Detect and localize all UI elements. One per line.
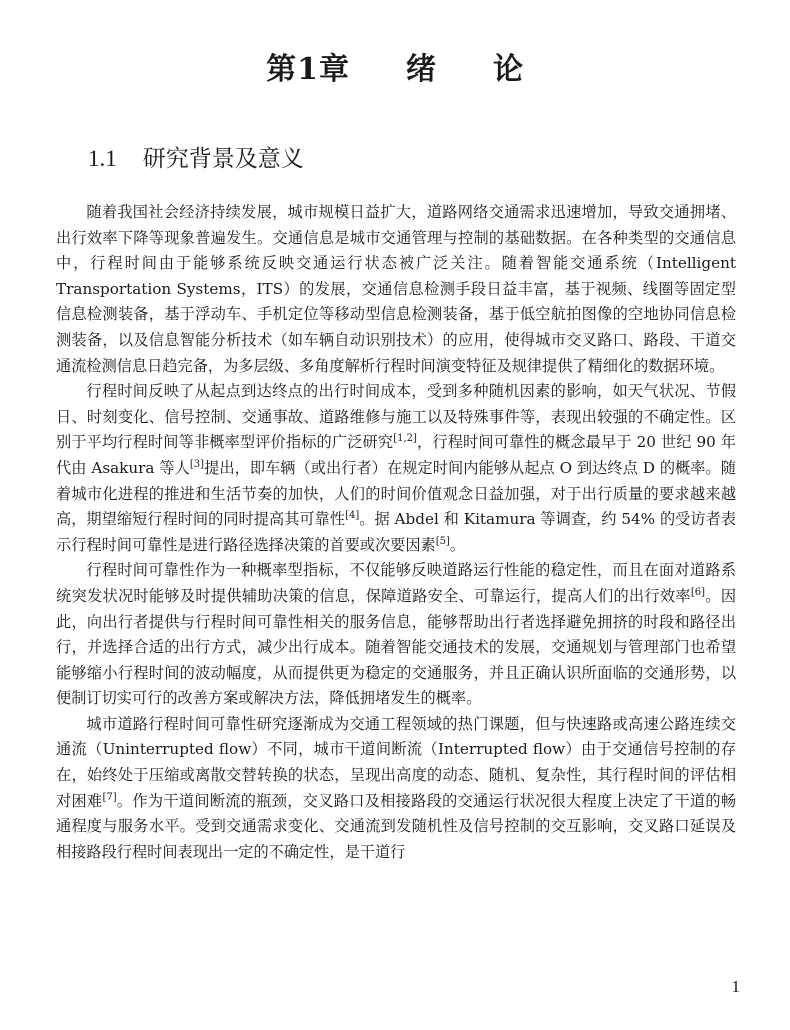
section-title: 研究背景及意义 xyxy=(142,146,304,172)
paragraph-2 xyxy=(56,379,736,558)
paragraph-text: 城市道路行程时间可靠性研究逐渐成为交通工程领域的热门课题，但与快速路或高速公路连续交通流（Uninterrupted flow）不同，城市干道间断流（Interrupted flow）由于交通信号控制的存在，始终处于压缩或离散交替转换的状态，呈现出高度的动态、随机、复杂性，其行程时间的评估相对困难 xyxy=(56,714,736,810)
citation-1-2: [1,2] xyxy=(393,433,417,445)
chapter-suffix: 章 xyxy=(318,52,350,87)
citation-6: [6] xyxy=(690,586,706,598)
citation-5: [5] xyxy=(435,535,450,547)
section-heading xyxy=(88,143,304,175)
section-number: 1.1 xyxy=(88,146,117,171)
paragraph-text: 。 xyxy=(449,535,466,554)
paragraph-text: 。作为干道间断流的瓶颈，交叉路口及相接路段的交通运行状况很大程度上决定了干道的畅通程度与服务水平。受到交通需求变化、交通流到发随机性及信号控制的交互影响，交叉路口延误及相接路段行程时间表现出一定的不确定性，是干道行 xyxy=(56,791,736,861)
paragraph-text: 。据 Abdel 和 Kitamura 等调查，约 54% 的受访者表示行程时间可靠性是进行路径选择决策的首要或次要因素 xyxy=(56,510,737,554)
paragraph-3 xyxy=(56,558,736,712)
chapter-prefix: 第 xyxy=(266,52,298,87)
citation-3: [3] xyxy=(189,458,205,470)
paragraph-text: 行程时间可靠性作为一种概率型指标，不仅能够反映道路运行性能的稳定性，而且在面对道路系统突发状况时能够及时提供辅助决策的信息，保障道路安全、可靠运行，提高人们的出行效率 xyxy=(56,561,736,605)
chapter-title-part2: 论 xyxy=(492,52,524,87)
page-number: 1 xyxy=(731,977,740,996)
paragraph-text: ，行程时间可靠性的概念最早于 20 世纪 90 年代由 Asakura 等人 xyxy=(56,433,737,477)
paragraph-text: 提出，即车辆（或出行者）在规定时间内能够从起点 O 到达终点 D 的概率。随着城市化进程的推进和生活节奏的加快，人们的时间价值观念日益加强，对于出行质量的要求越来越高，期望缩短行程时间的同时提高其可靠性 xyxy=(56,458,736,529)
paragraph-text: 行程时间反映了从起点到达终点的出行时间成本，受到多种随机因素的影响，如天气状况、节假日、时刻变化、信号控制、交通事故、道路维修与施工以及特殊事件等，表现出较强的不确定性。区别于平均行程时间等非概率型评价指标的广泛研究 xyxy=(56,382,736,452)
citation-7: [7] xyxy=(102,791,117,803)
paragraph-1 xyxy=(56,200,736,379)
paragraph-text: 随着我国社会经济持续发展，城市规模日益扩大，道路网络交通需求迅速增加，导致交通拥堵、出行效率下降等现象普遍发生。交通信息是城市交通管理与控制的基础数据。在各种类型的交通信息中，行程时间由于能够系统反映交通运行状态被广泛关注。随着智能交通系统（Intelligent Transportation Systems，ITS）的发展，交通信息检测手段日益丰富，基于视频、线圈等固定型信息检测装备，基于浮动车、手机定位等移动型信息检测装备，基于低空航拍图像的空地协同信息检测装备，以及信息智能分析技术（如车辆自动识别技术）的应用，使得城市交叉路口、路段、干道交通流检测信息日趋完备，为多层级、多角度解析行程时间演变特征及规律提供了精细化的数据环境。 xyxy=(56,203,736,375)
chapter-title-part1: 绪 xyxy=(405,52,437,87)
paragraph-4 xyxy=(56,712,736,866)
paragraph-text: 。因此，向出行者提供与行程时间可靠性相关的服务信息，能够帮助出行者选择避免拥挤的时段和路径出行，并选择合适的出行方式，减少出行成本。随着智能交通技术的发展，交通规划与管理部门也希望能够缩小行程时间的波动幅度，从而提供更为稳定的交通服务，并且正确认识所面临的交通形势，以便制订切实可行的改善方案或解决方法，降低拥堵发生的概率。 xyxy=(56,586,736,708)
body-text xyxy=(56,200,736,865)
chapter-number: 1 xyxy=(297,52,319,87)
chapter-title xyxy=(0,50,790,90)
citation-4: [4] xyxy=(345,510,360,522)
